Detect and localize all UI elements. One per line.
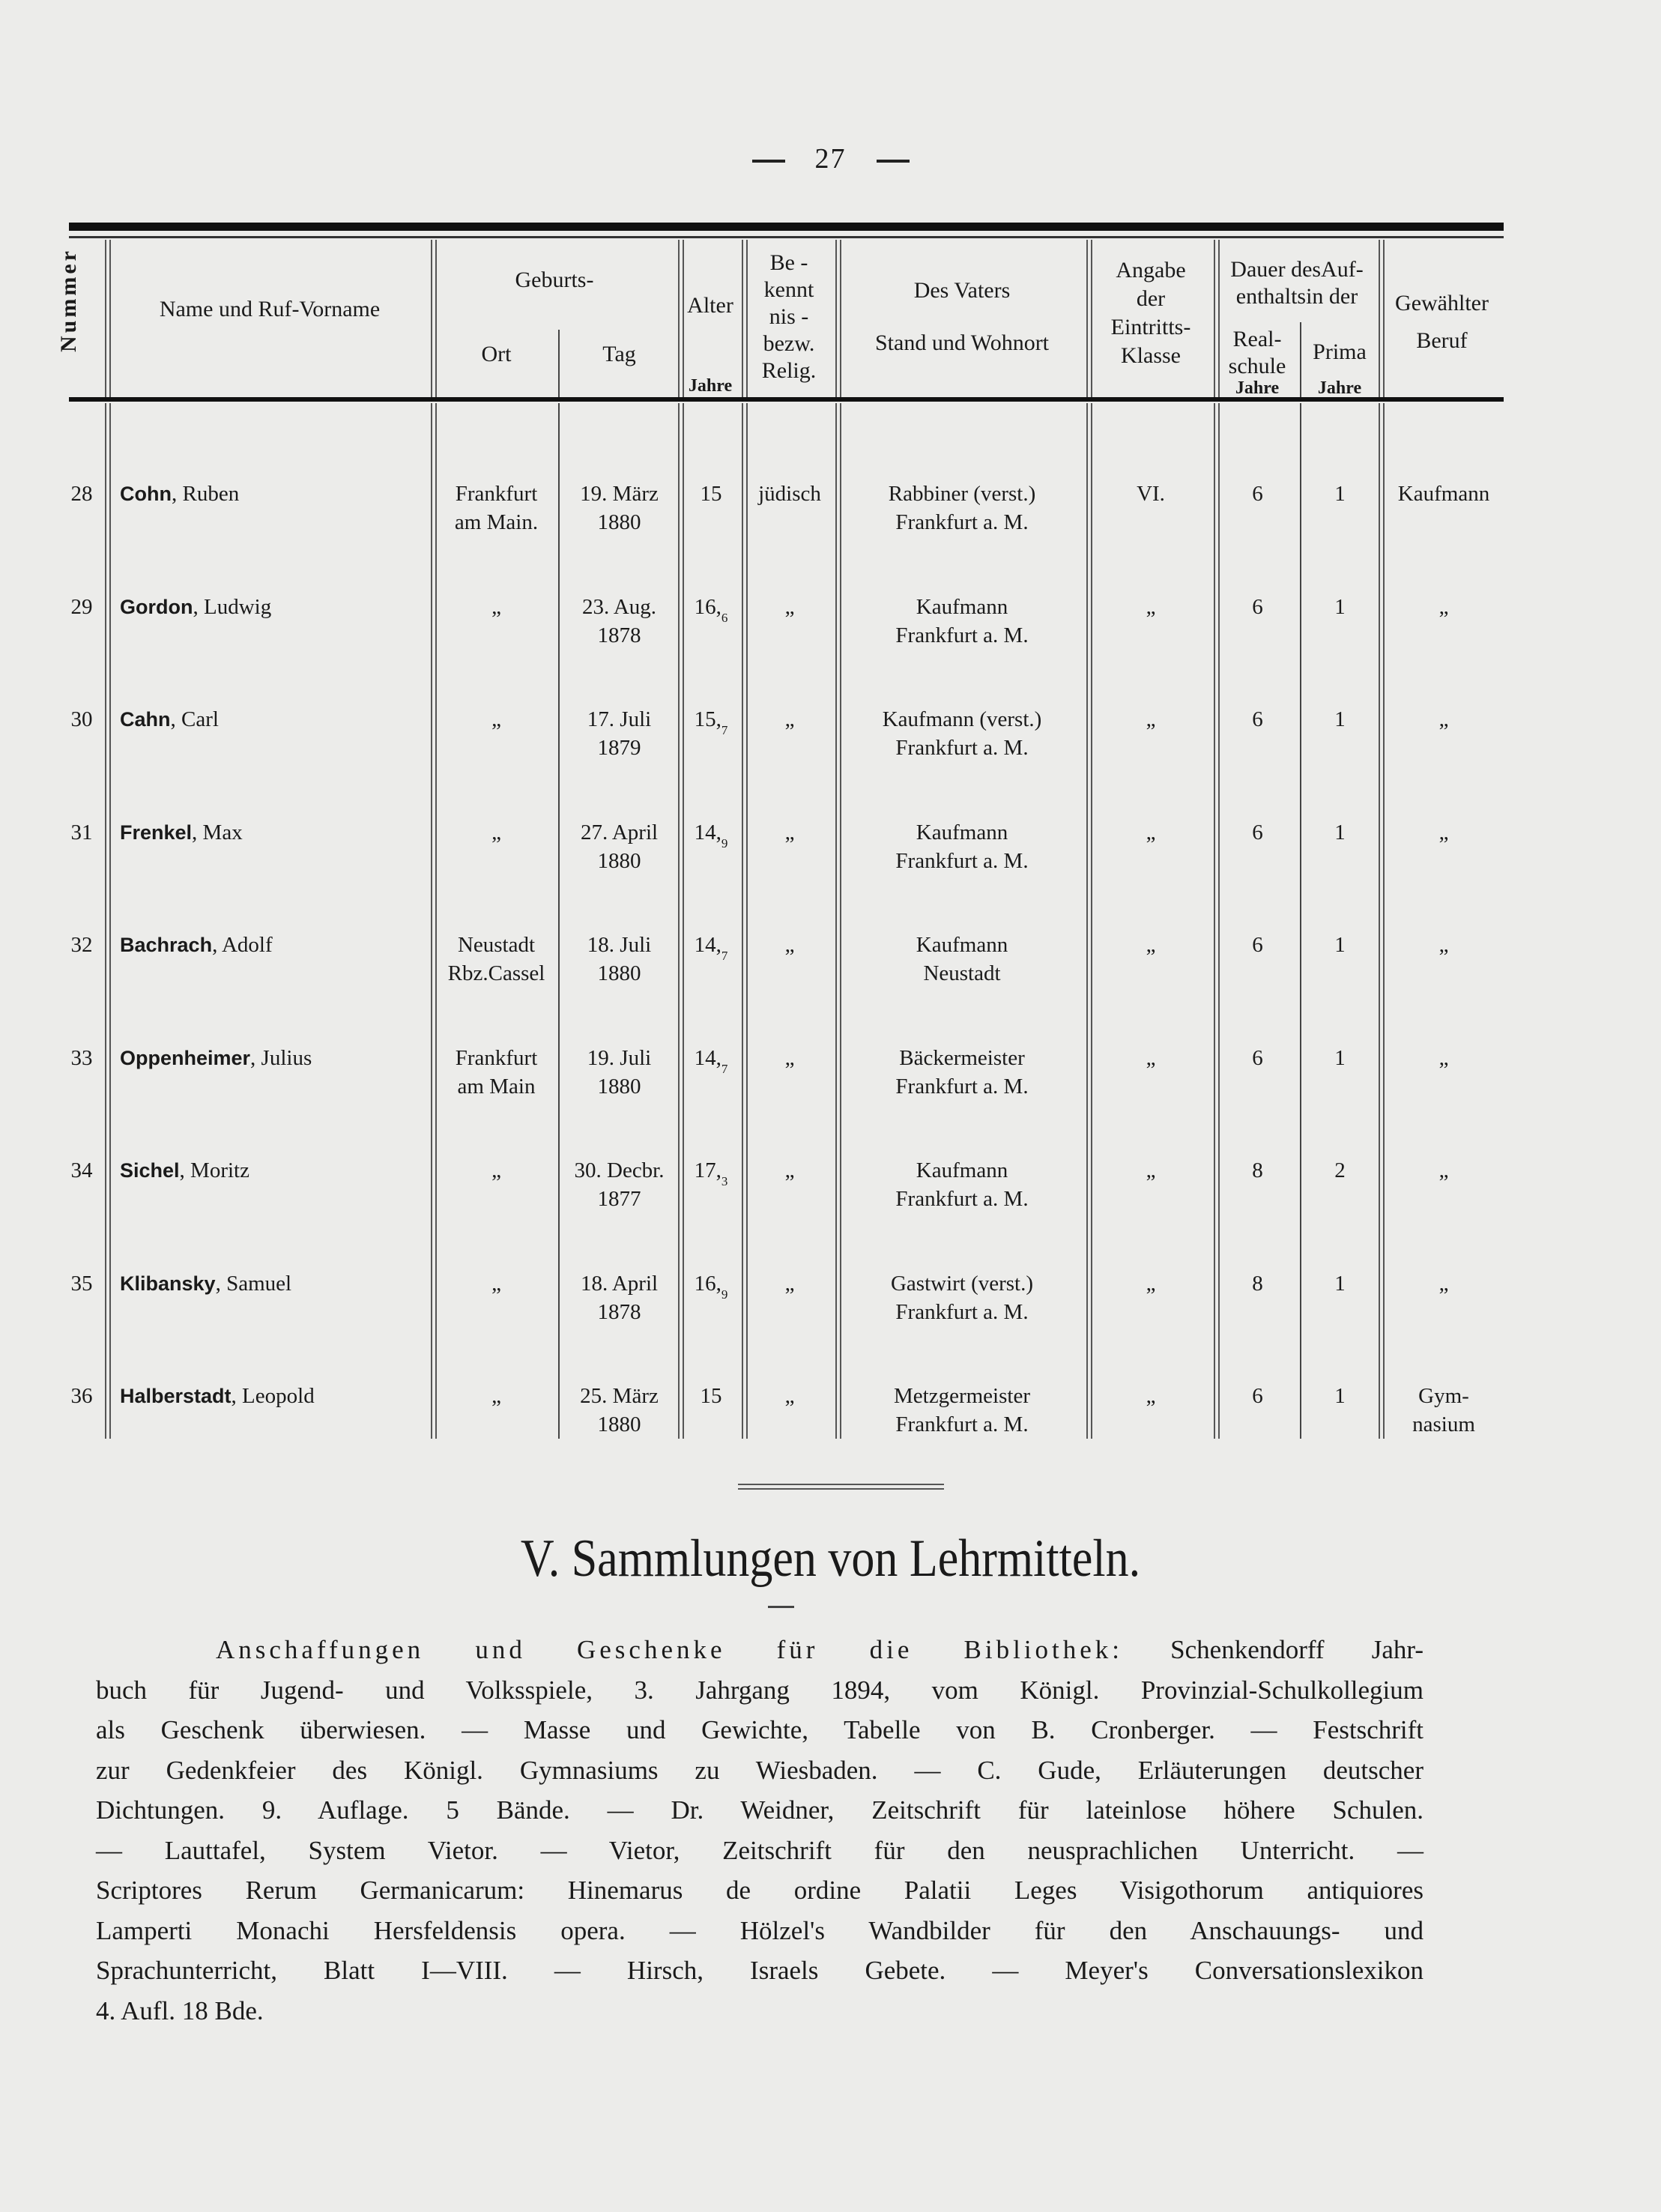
surname: Oppenheimer xyxy=(120,1047,251,1069)
row-entry-class xyxy=(1088,593,1214,621)
age-months: 9 xyxy=(721,1287,728,1302)
row-realschule-years xyxy=(1215,480,1300,508)
beruf-line: „ xyxy=(1438,1046,1449,1070)
row-birthplace xyxy=(435,1269,558,1298)
table-top-rule-thin xyxy=(69,236,1504,238)
entry-class-value: „ xyxy=(1146,1384,1156,1408)
row-entry-class xyxy=(1088,1044,1214,1072)
surname: Cahn xyxy=(120,708,171,731)
vater-line: Kaufmann xyxy=(916,1158,1008,1182)
religion-value: „ xyxy=(784,1046,795,1070)
entry-class-value: „ xyxy=(1146,933,1156,957)
vater-line: Kaufmann (verst.) xyxy=(882,707,1042,731)
row-father xyxy=(838,1382,1086,1439)
row-realschule-years xyxy=(1215,818,1300,847)
paragraph-line: Lamperti Monachi Hersfeldensis opera. — Hölzel's Wandbilder für den Anschauungs- und xyxy=(96,1915,1424,1945)
row-age xyxy=(680,818,742,855)
row-name xyxy=(120,818,427,847)
tag-line: 18. Juli xyxy=(587,933,652,957)
ort-line: am Main xyxy=(457,1075,536,1099)
row-age xyxy=(680,1382,742,1418)
row-age xyxy=(680,1044,742,1081)
vater-line: Neustadt xyxy=(923,961,1001,985)
row-religion xyxy=(744,705,835,734)
row-number-value: 31 xyxy=(70,821,93,844)
row-number-value: 28 xyxy=(70,482,93,506)
row-profession xyxy=(1380,1269,1507,1298)
angabe-line: Angabe xyxy=(1116,258,1186,282)
vater-line: Kaufmann xyxy=(916,933,1008,957)
row-number-value: 30 xyxy=(70,707,93,731)
tag-line: 27. April xyxy=(580,821,659,844)
age-years: 14, xyxy=(694,1046,721,1070)
row-birthdate xyxy=(560,931,678,988)
beruf-line: Gym- xyxy=(1418,1384,1469,1408)
realschule-years-value: 6 xyxy=(1252,933,1263,957)
given-name: , Leopold xyxy=(231,1384,315,1408)
tag-line: 1880 xyxy=(597,849,641,873)
dauer-line: Dauer desAuf- xyxy=(1230,257,1364,282)
age-years: 14, xyxy=(694,821,721,844)
row-religion xyxy=(744,480,835,508)
ort-line: „ xyxy=(491,1272,501,1296)
row-entry-class xyxy=(1088,1156,1214,1185)
header-vater: Des Vaters xyxy=(913,278,1011,303)
given-name: , Moritz xyxy=(179,1158,249,1182)
header-nummer: Nummer xyxy=(56,248,81,352)
paragraph-lead: Anschaffungen und Geschenke für die Bibliothek: xyxy=(216,1635,1124,1664)
vater-line: Kaufmann xyxy=(916,595,1008,619)
column-divider xyxy=(835,240,841,397)
row-realschule-years xyxy=(1215,1269,1300,1298)
ort-line: Neustadt xyxy=(457,933,536,957)
row-profession xyxy=(1380,1382,1507,1439)
bekenntnis-line: Relig. xyxy=(761,358,817,383)
bekenntnis-line: nis - xyxy=(769,304,809,329)
ort-line: „ xyxy=(491,707,501,731)
row-number xyxy=(60,480,103,508)
tag-line: 1878 xyxy=(597,623,641,647)
ort-line: Frankfurt xyxy=(455,1046,538,1070)
row-name xyxy=(120,1269,427,1298)
paragraph-line: — Lauttafel, System Vietor. — Vietor, Zeitschrift für den neusprachlichen Unterricht. — xyxy=(96,1835,1424,1865)
beruf-line: Beruf xyxy=(1416,328,1468,353)
row-realschule-years xyxy=(1215,1156,1300,1185)
header-angabe xyxy=(1088,256,1214,370)
tag-line: 1880 xyxy=(597,961,641,985)
realschule-years-value: 6 xyxy=(1252,1384,1263,1408)
beruf-line: „ xyxy=(1438,933,1449,957)
row-birthplace xyxy=(435,931,558,988)
age-years: 17, xyxy=(694,1158,721,1182)
ort-line: „ xyxy=(491,821,501,844)
vater-line: Metzgermeister xyxy=(894,1384,1030,1408)
row-birthplace xyxy=(435,1382,558,1410)
row-prima-years xyxy=(1301,818,1379,847)
age-years: 15, xyxy=(694,707,721,731)
section-title: V. Sammlungen von Lehrmitteln. xyxy=(520,1529,1141,1589)
row-birthdate xyxy=(560,705,678,762)
row-birthdate xyxy=(560,1044,678,1101)
row-entry-class xyxy=(1088,818,1214,847)
paragraph-line: Dichtungen. 9. Auflage. 5 Bände. — Dr. Weidner, Zeitschrift für lateinlose höhere Schulen. xyxy=(96,1795,1424,1825)
row-prima-years xyxy=(1301,593,1379,621)
row-father xyxy=(838,1044,1086,1101)
row-number xyxy=(60,705,103,734)
row-realschule-years xyxy=(1215,1044,1300,1072)
beruf-line: „ xyxy=(1438,821,1449,844)
bekenntnis-line: bezw. xyxy=(763,331,815,356)
row-prima-years xyxy=(1301,1044,1379,1072)
header-bekenntnis xyxy=(744,250,834,384)
section-paragraph xyxy=(96,1630,1424,2031)
row-father xyxy=(838,705,1086,762)
row-birthdate xyxy=(560,1269,678,1326)
page-number-value: 27 xyxy=(814,143,847,175)
column-divider xyxy=(558,330,560,397)
row-birthplace xyxy=(435,705,558,734)
page-number xyxy=(0,142,1661,175)
vater-line: Frankfurt a. M. xyxy=(895,1187,1029,1211)
row-name xyxy=(120,705,427,734)
beruf-line: „ xyxy=(1438,1158,1449,1182)
row-profession xyxy=(1380,931,1507,959)
paragraph-line: Scriptores Rerum Germanicarum: Hinemarus de ordine Palatii Leges Visigothorum antiquiores xyxy=(96,1876,1424,1905)
row-father xyxy=(838,818,1086,875)
entry-class-value: „ xyxy=(1146,1046,1156,1070)
religion-value: „ xyxy=(784,595,795,619)
row-profession xyxy=(1380,593,1507,621)
row-age xyxy=(680,705,742,742)
entry-class-value: „ xyxy=(1146,707,1156,731)
age-months: 6 xyxy=(721,610,728,625)
vater-line: Frankfurt a. M. xyxy=(895,736,1029,760)
row-father xyxy=(838,480,1086,537)
row-entry-class xyxy=(1088,480,1214,508)
prima-years-value: 2 xyxy=(1334,1158,1346,1182)
row-name xyxy=(120,1382,427,1410)
age-months: 9 xyxy=(721,835,728,850)
beruf-line: Kaufmann xyxy=(1397,482,1490,506)
header-beruf xyxy=(1380,285,1504,360)
row-number-value: 36 xyxy=(70,1384,93,1408)
realschule-years-value: 6 xyxy=(1252,821,1263,844)
age-years: 16, xyxy=(694,595,721,619)
row-birthplace xyxy=(435,593,558,621)
row-entry-class xyxy=(1088,1269,1214,1298)
row-father xyxy=(838,931,1086,988)
row-birthdate xyxy=(560,480,678,537)
beruf-line: Gewählter xyxy=(1395,291,1489,315)
row-prima-years xyxy=(1301,1156,1379,1185)
surname: Bachrach xyxy=(120,934,213,956)
vater-line: Frankfurt a. M. xyxy=(895,1300,1029,1324)
paragraph-line: zur Gedenkfeier des Königl. Gymnasiums zu Wiesbaden. — C. Gude, Erläuterungen deutscher xyxy=(96,1755,1424,1785)
row-number-value: 33 xyxy=(70,1046,93,1070)
tag-line: 1878 xyxy=(597,1300,641,1324)
row-number xyxy=(60,1382,103,1410)
column-divider xyxy=(105,403,111,1439)
prima-years-value: 1 xyxy=(1334,933,1346,957)
age-months: 7 xyxy=(721,722,728,737)
dash-right xyxy=(877,160,910,163)
angabe-line: Klasse xyxy=(1121,343,1181,368)
header-name: Name und Ruf-Vorname xyxy=(159,297,381,321)
tag-line: 1879 xyxy=(597,736,641,760)
religion-value: jüdisch xyxy=(758,482,821,506)
row-entry-class xyxy=(1088,705,1214,734)
ort-line: Frankfurt xyxy=(455,482,538,506)
row-age xyxy=(680,480,742,516)
given-name: , Adolf xyxy=(212,933,273,957)
realschule-years-value: 8 xyxy=(1252,1158,1263,1182)
row-name xyxy=(120,1044,427,1072)
prima-years-value: 1 xyxy=(1334,1384,1346,1408)
angabe-line: Eintritts- xyxy=(1110,315,1191,339)
row-birthplace xyxy=(435,1044,558,1101)
row-profession xyxy=(1380,1156,1507,1185)
given-name: , Julius xyxy=(250,1046,312,1070)
surname: Sichel xyxy=(120,1159,180,1182)
row-father xyxy=(838,593,1086,650)
tag-line: 23. Aug. xyxy=(581,595,657,619)
prima-years-value: 1 xyxy=(1334,1046,1346,1070)
row-profession xyxy=(1380,705,1507,734)
prima-years-value: 1 xyxy=(1334,707,1346,731)
column-divider xyxy=(558,403,560,1439)
realschule-years-value: 6 xyxy=(1252,1046,1263,1070)
prima-years-value: 1 xyxy=(1334,595,1346,619)
ort-line: „ xyxy=(491,595,501,619)
ort-line: „ xyxy=(491,1158,501,1182)
tag-line: 1877 xyxy=(597,1187,641,1211)
header-tag: Tag xyxy=(602,342,636,366)
row-realschule-years xyxy=(1215,593,1300,621)
vater-line: Kaufmann xyxy=(916,821,1008,844)
header-geburts: Geburts- xyxy=(515,268,594,292)
surname: Cohn xyxy=(120,483,172,505)
header-vater-sub: Stand und Wohnort xyxy=(874,330,1050,355)
row-number xyxy=(60,818,103,847)
tag-line: 30. Decbr. xyxy=(574,1158,665,1182)
religion-value: „ xyxy=(784,1384,795,1408)
religion-value: „ xyxy=(784,1158,795,1182)
row-age xyxy=(680,1156,742,1193)
religion-value: „ xyxy=(784,933,795,957)
row-religion xyxy=(744,1156,835,1185)
surname: Frenkel xyxy=(120,821,193,844)
given-name: , Ruben xyxy=(171,482,240,506)
beruf-line: „ xyxy=(1438,595,1449,619)
age-years: 16, xyxy=(694,1272,721,1296)
header-prima: Prima xyxy=(1313,339,1367,364)
entry-class-value: „ xyxy=(1146,821,1156,844)
religion-value: „ xyxy=(784,821,795,844)
header-dauer xyxy=(1215,256,1379,310)
religion-value: „ xyxy=(784,707,795,731)
age-months: 7 xyxy=(721,948,728,963)
row-entry-class xyxy=(1088,1382,1214,1410)
header-alter-unit: Jahre xyxy=(688,376,733,396)
row-realschule-years xyxy=(1215,1382,1300,1410)
realschule-years-value: 8 xyxy=(1252,1272,1263,1296)
row-birthdate xyxy=(560,593,678,650)
row-realschule-years xyxy=(1215,931,1300,959)
entry-class-value: VI. xyxy=(1137,482,1165,506)
row-age xyxy=(680,1269,742,1306)
table-top-rule xyxy=(69,223,1504,231)
realschule-years-value: 6 xyxy=(1252,707,1263,731)
entry-class-value: „ xyxy=(1146,1158,1156,1182)
row-birthplace xyxy=(435,818,558,847)
age-months: 7 xyxy=(721,1061,728,1076)
tag-line: 1880 xyxy=(597,510,641,534)
realschule-line: Real- xyxy=(1232,327,1282,351)
row-birthdate xyxy=(560,818,678,875)
row-name xyxy=(120,593,427,621)
row-religion xyxy=(744,1382,835,1410)
row-number-value: 34 xyxy=(70,1158,93,1182)
row-religion xyxy=(744,931,835,959)
beruf-line: „ xyxy=(1438,707,1449,731)
entry-class-value: „ xyxy=(1146,1272,1156,1296)
entry-class-value: „ xyxy=(1146,595,1156,619)
row-name xyxy=(120,931,427,959)
vater-line: Frankfurt a. M. xyxy=(895,510,1029,534)
age-years: 15 xyxy=(700,1384,722,1408)
vater-line: Frankfurt a. M. xyxy=(895,849,1029,873)
vater-line: Frankfurt a. M. xyxy=(895,1075,1029,1099)
row-prima-years xyxy=(1301,931,1379,959)
dash-left xyxy=(752,160,785,163)
header-prima-unit: Jahre xyxy=(1317,378,1362,398)
row-age xyxy=(680,593,742,629)
age-years: 14, xyxy=(694,933,721,957)
beruf-line: nasium xyxy=(1412,1412,1475,1436)
vater-line: Frankfurt a. M. xyxy=(895,1412,1029,1436)
row-prima-years xyxy=(1301,1382,1379,1410)
paragraph-line: Schenkendorff Jahr- xyxy=(1123,1635,1424,1664)
header-realschule xyxy=(1215,326,1299,380)
row-name xyxy=(120,480,427,508)
column-divider xyxy=(431,240,437,397)
dauer-line: enthaltsin der xyxy=(1235,284,1358,309)
row-number xyxy=(60,593,103,621)
row-father xyxy=(838,1156,1086,1213)
angabe-line: der xyxy=(1136,286,1166,311)
given-name: , Carl xyxy=(170,707,219,731)
separator-double-top xyxy=(738,1484,944,1485)
realschule-years-value: 6 xyxy=(1252,595,1263,619)
row-prima-years xyxy=(1301,480,1379,508)
vater-line: Rabbiner (verst.) xyxy=(888,482,1036,506)
row-profession xyxy=(1380,818,1507,847)
paragraph-line: 4. Aufl. 18 Bde. xyxy=(96,1995,264,2025)
ort-line: Rbz.Cassel xyxy=(447,961,545,985)
row-profession xyxy=(1380,480,1507,508)
tag-line: 1880 xyxy=(597,1412,641,1436)
bekenntnis-line: kennt xyxy=(763,277,814,302)
tag-line: 19. März xyxy=(580,482,659,506)
bekenntnis-line: Be - xyxy=(769,250,808,275)
row-number-value: 35 xyxy=(70,1272,93,1296)
row-birthplace xyxy=(435,1156,558,1185)
row-religion xyxy=(744,593,835,621)
row-name xyxy=(120,1156,427,1185)
vater-line: Gastwirt (verst.) xyxy=(890,1272,1034,1296)
row-father xyxy=(838,1269,1086,1326)
header-realschule-unit: Jahre xyxy=(1235,378,1280,398)
row-birthdate xyxy=(560,1382,678,1439)
ort-line: „ xyxy=(491,1384,501,1408)
prima-years-value: 1 xyxy=(1334,1272,1346,1296)
row-number-value: 32 xyxy=(70,933,93,957)
surname: Gordon xyxy=(120,596,193,618)
tag-line: 18. April xyxy=(580,1272,659,1296)
paragraph-line: Sprachunterricht, Blatt I—VIII. — Hirsch, Israels Gebete. — Meyer's Conversationslexikon xyxy=(96,1956,1424,1985)
header-alter: Alter xyxy=(687,293,733,318)
surname: Klibansky xyxy=(120,1272,216,1295)
paragraph-line: buch für Jugend- und Volksspiele, 3. Jahrgang 1894, vom Königl. Provinzial-Schulkollegium xyxy=(96,1675,1424,1705)
row-religion xyxy=(744,1044,835,1072)
row-prima-years xyxy=(1301,705,1379,734)
given-name: , Samuel xyxy=(215,1272,292,1296)
beruf-line: „ xyxy=(1438,1272,1449,1296)
realschule-line: schule xyxy=(1228,354,1286,378)
separator-short xyxy=(768,1606,794,1608)
row-entry-class xyxy=(1088,931,1214,959)
tag-line: 25. März xyxy=(580,1384,659,1408)
vater-line: Bäckermeister xyxy=(899,1046,1025,1070)
row-number xyxy=(60,1269,103,1298)
given-name: , Ludwig xyxy=(193,595,272,619)
row-birthdate xyxy=(560,1156,678,1213)
row-number-value: 29 xyxy=(70,595,93,619)
row-number xyxy=(60,1156,103,1185)
row-number xyxy=(60,1044,103,1072)
separator-double-bottom xyxy=(738,1488,944,1490)
row-age xyxy=(680,931,742,967)
row-religion xyxy=(744,1269,835,1298)
row-realschule-years xyxy=(1215,705,1300,734)
prima-years-value: 1 xyxy=(1334,821,1346,844)
given-name: , Max xyxy=(192,821,243,844)
header-ort: Ort xyxy=(481,342,512,366)
row-prima-years xyxy=(1301,1269,1379,1298)
row-religion xyxy=(744,818,835,847)
row-profession xyxy=(1380,1044,1507,1072)
prima-years-value: 1 xyxy=(1334,482,1346,506)
vater-line: Frankfurt a. M. xyxy=(895,623,1029,647)
tag-line: 19. Juli xyxy=(587,1046,652,1070)
tag-line: 1880 xyxy=(597,1075,641,1099)
age-months: 3 xyxy=(721,1173,728,1188)
realschule-years-value: 6 xyxy=(1252,482,1263,506)
age-years: 15 xyxy=(700,482,722,506)
religion-value: „ xyxy=(784,1272,795,1296)
tag-line: 17. Juli xyxy=(587,707,652,731)
paragraph-line: als Geschenk überwiesen. — Masse und Gewichte, Tabelle von B. Cronberger. — Festschrift xyxy=(96,1715,1424,1744)
row-birthplace xyxy=(435,480,558,537)
ort-line: am Main. xyxy=(454,510,539,534)
surname: Halberstadt xyxy=(120,1385,232,1407)
row-number xyxy=(60,931,103,959)
